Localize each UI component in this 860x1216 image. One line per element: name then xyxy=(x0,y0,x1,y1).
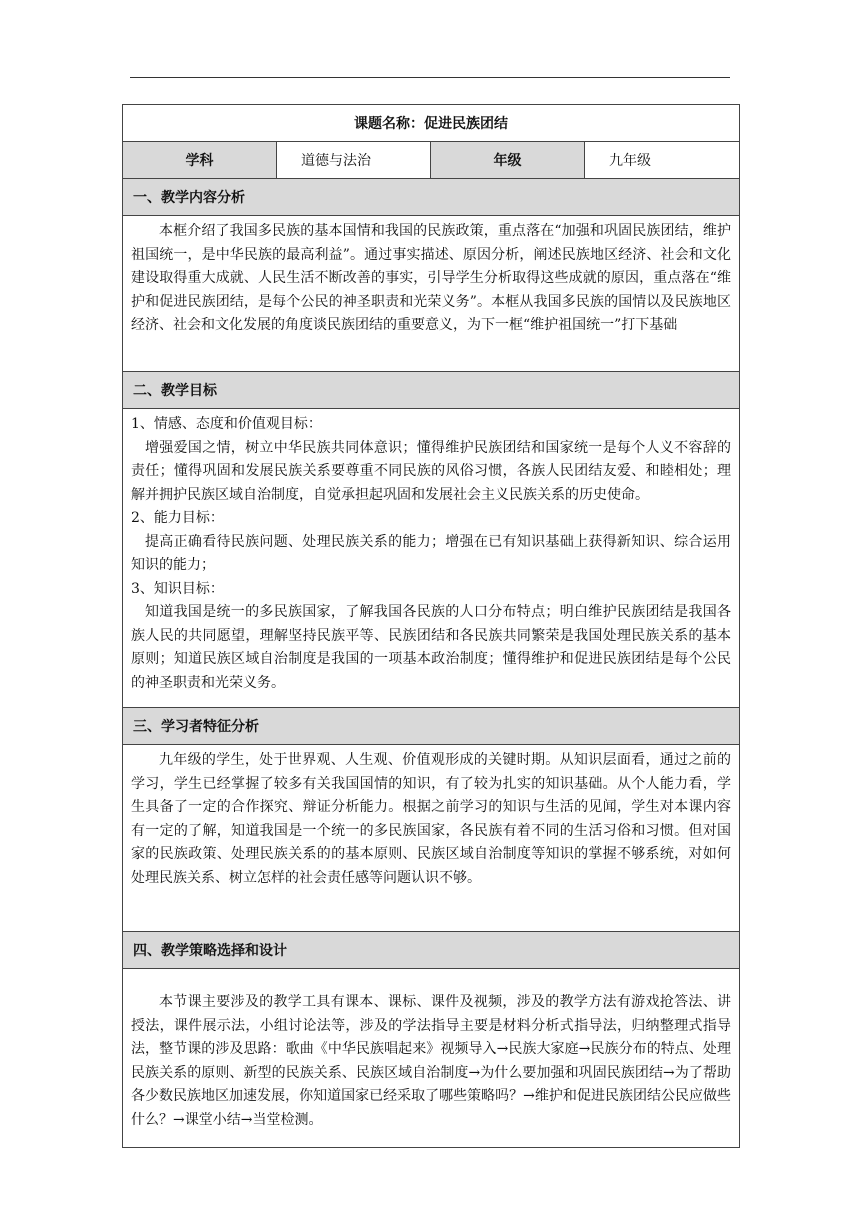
emotion-objective-text: 增强爱国之情，树立中华民族共同体意识；懂得维护民族团结和国家统一是每个人义不容辞的责任；懂得巩固和发展民族关系要尊重不同民族的风俗习惯，各族人民团结友爱、和睦相处；理解并拥护民族区域自治制度，自觉承担起巩固和发展社会主义民族关系的历史使命。 xyxy=(131,439,731,503)
knowledge-objective-title: 3、知识目标： xyxy=(131,580,224,597)
header-rule xyxy=(130,77,730,78)
section-body-content xyxy=(123,216,740,372)
title-row xyxy=(123,105,740,142)
section-header-content xyxy=(123,179,740,216)
ability-objective-text: 提高正确看待民族问题、处理民族关系的能力；增强在已有知识基础上获得新知识、综合运用知识的能力； xyxy=(131,533,731,573)
content-analysis-text: 本框介绍了我国多民族的基本国情和我国的民族政策，重点落在“加强和巩固民族团结，维护祖国统一，是中华民族的最高利益”。通过事实描述、原因分析，阐述民族地区经济、社会和文化建设取得重大成就、人民生活不断改善的事实，引导学生分析取得这些成就的原因，重点落在“维护和促进民族团结，是每个公民的神圣职责和光荣义务”。本框从我国多民族的国情以及民族地区经济、社会和文化发展的角度谈民族团结的重要意义，为下一框“维护祖国统一”打下基础 xyxy=(131,223,731,333)
section-header-learners xyxy=(123,708,740,745)
section-body-objectives xyxy=(123,409,740,708)
emotion-objective-title: 1、情感、态度和价值观目标： xyxy=(131,416,322,432)
ability-objective-title: 2、能力目标： xyxy=(131,510,224,526)
grade-value: 九年级 xyxy=(585,142,740,179)
section-header-objectives xyxy=(123,372,740,409)
grade-label: 年级 xyxy=(431,142,585,179)
section-heading: 四、教学策略选择和设计 xyxy=(123,932,740,969)
subject-value: 道德与法治 xyxy=(277,142,431,179)
section-body-strategy xyxy=(123,969,740,1148)
section-body-learners xyxy=(123,745,740,932)
strategy-text: 本节课主要涉及的教学工具有课本、课标、课件及视频，涉及的教学方法有游戏抢答法、讲授法，课件展示法，小组讨论法等，涉及的学法指导主要是材料分析式指导法，归纳整理式指导法，整节课的涉及思路：歌曲《中华民族唱起来》视频导入→民族大家庭→民族分布的特点、处理民族关系的原则、新型的民族关系、民族区域自治制度→为什么要加强和巩固民族团结→为了帮助各少数民族地区加速发展，你知道国家已经采取了哪些策略吗？→维护和促进民族团结公民应做些什么？→课堂小结→当堂检测。 xyxy=(131,994,731,1128)
section-header-strategy xyxy=(123,932,740,969)
knowledge-objective-text: 知道我国是统一的多民族国家，了解我国各民族的人口分布特点；明白维护民族团结是我国各族人民的共同愿望，理解坚持民族平等、民族团结和各民族共同繁荣是我国处理民族关系的基本原则；知道民族区域自治制度是我国的一项基本政治制度；懂得维护和促进民族团结是每个公民的神圣职责和光荣义务。 xyxy=(131,604,731,691)
subject-label: 学科 xyxy=(123,142,277,179)
section-heading: 二、教学目标 xyxy=(123,372,740,409)
section-heading: 一、教学内容分析 xyxy=(123,179,740,216)
lesson-plan-table xyxy=(122,104,740,1148)
learner-analysis-text: 九年级的学生，处于世界观、人生观、价值观形成的关键时期。从知识层面看，通过之前的学习，学生已经掌握了较多有关我国国情的知识，有了较为扎实的知识基础。从个人能力看，学生具备了一定的合作探究、辩证分析能力。根据之前学习的知识与生活的见闻，学生对本课内容有一定的了解，知道我国是一个统一的多民族国家，各民族有着不同的生活习俗和习惯。但对国家的民族政策、处理民族关系的的基本原则、民族区域自治制度等知识的掌握不够系统，对如何处理民族关系、树立怎样的社会责任感等问题认识不够。 xyxy=(131,752,731,886)
info-row xyxy=(123,142,740,179)
section-heading: 三、学习者特征分析 xyxy=(123,708,740,745)
lesson-title: 课题名称：促进民族团结 xyxy=(123,105,740,142)
